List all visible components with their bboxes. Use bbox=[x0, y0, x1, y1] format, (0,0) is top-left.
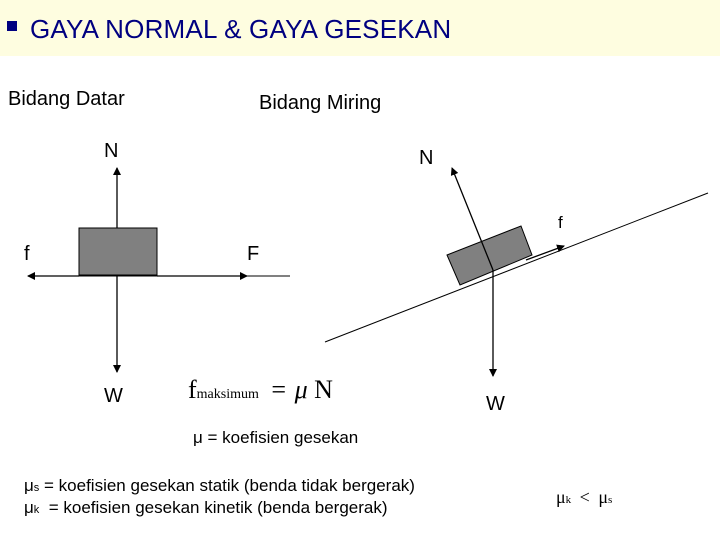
incline-normal-label: N bbox=[419, 147, 434, 169]
formula-max-friction bbox=[188, 375, 333, 405]
mus-subscript: s bbox=[33, 482, 40, 494]
muk-definition bbox=[24, 498, 388, 518]
ineq-right-subscript: s bbox=[607, 494, 613, 506]
mus-symbol: μ bbox=[24, 476, 34, 495]
formula-equals: = bbox=[271, 375, 287, 404]
incline-friction-label: f bbox=[558, 213, 563, 232]
muk-symbol: μ bbox=[24, 498, 34, 517]
ineq-right-symbol: μ bbox=[598, 487, 608, 507]
incline-line bbox=[325, 193, 708, 342]
muk-subscript: k bbox=[33, 504, 40, 516]
ineq-operator: < bbox=[579, 487, 590, 507]
flat-normal-label: N bbox=[104, 140, 119, 162]
formula-lhs: f bbox=[188, 375, 197, 404]
flat-block bbox=[79, 228, 157, 275]
muk-text: = koefisien gesekan kinetik (benda bergerak) bbox=[39, 498, 388, 517]
mu-definition: μ = koefisien gesekan bbox=[193, 428, 359, 447]
flat-plane-title: Bidang Datar bbox=[8, 88, 125, 110]
incline-weight-label: W bbox=[486, 393, 505, 415]
ineq-left-symbol: μ bbox=[556, 487, 566, 507]
formula-rhs: N bbox=[314, 375, 333, 404]
flat-force-label: F bbox=[247, 243, 260, 265]
mus-definition bbox=[24, 476, 415, 496]
friction-inequality bbox=[556, 487, 612, 508]
page-title: GAYA NORMAL & GAYA GESEKAN bbox=[30, 14, 452, 44]
mus-text: = koefisien gesekan statik (benda tidak bergerak) bbox=[39, 476, 415, 495]
formula-mu: μ bbox=[294, 375, 308, 404]
incline-plane-title: Bidang Miring bbox=[259, 92, 382, 114]
incline-block bbox=[447, 226, 532, 285]
ineq-left-subscript: k bbox=[565, 494, 572, 506]
flat-friction-label: f bbox=[24, 243, 30, 265]
formula-lhs-subscript: maksimum bbox=[196, 387, 259, 402]
flat-weight-label: W bbox=[104, 385, 123, 407]
